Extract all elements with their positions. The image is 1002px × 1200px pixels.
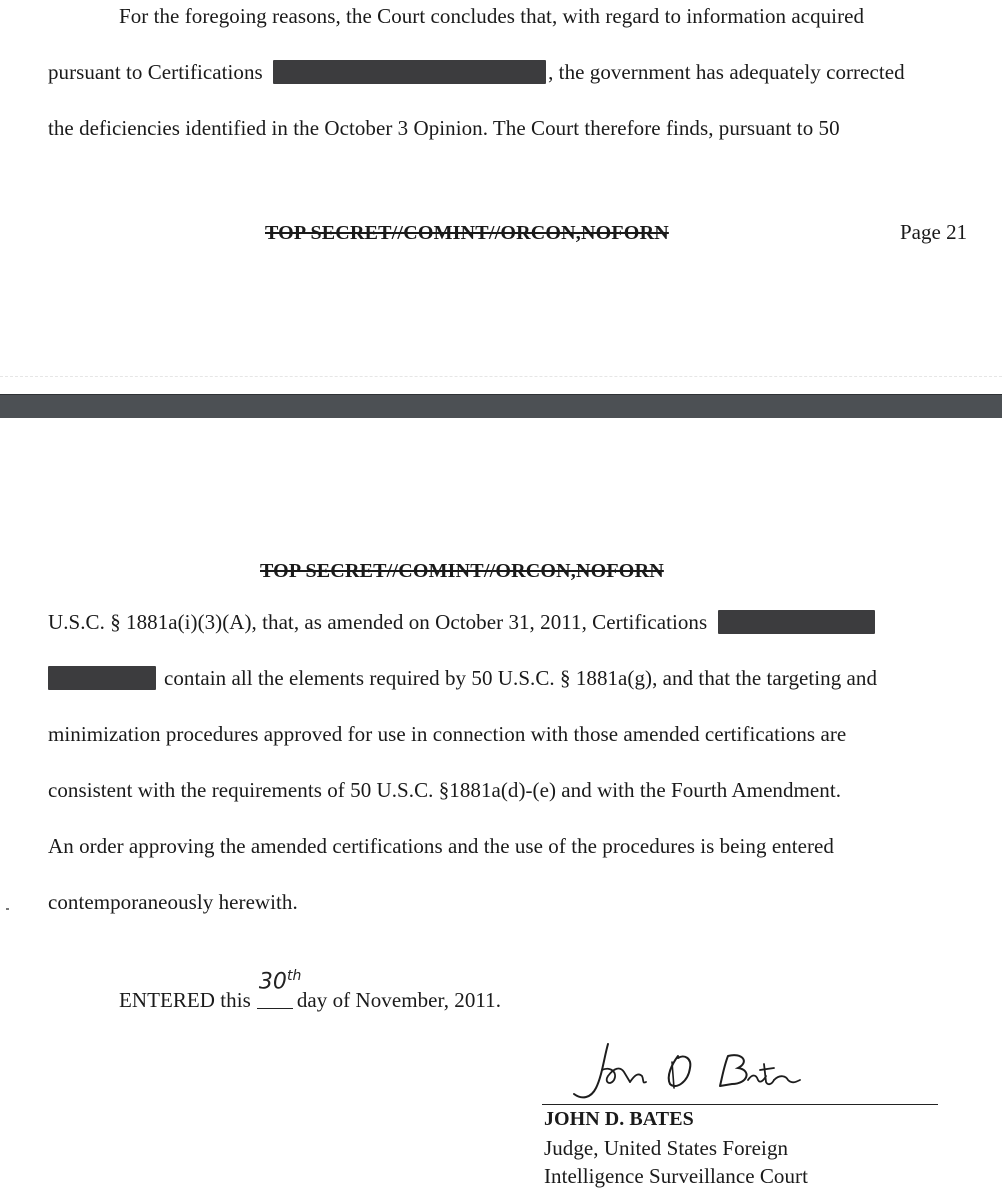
judge-title-line-2: Intelligence Surveillance Court	[544, 1164, 808, 1188]
scan-speck	[6, 908, 9, 910]
redaction-block	[273, 60, 546, 84]
page-edge	[0, 376, 1002, 377]
classification-footer: TOP SECRET//COMINT//ORCON,NOFORN	[265, 222, 669, 244]
document-page-22	[0, 418, 1002, 1200]
paragraph-line: the deficiencies identified in the October 3 Opinion. The Court therefore finds, pursuant to 50	[48, 116, 840, 140]
paragraph-line	[48, 610, 875, 635]
paragraph-line: For the foregoing reasons, the Court concludes that, with regard to information acquired	[119, 4, 865, 28]
page-separator	[0, 394, 1002, 420]
entered-prefix: ENTERED this	[119, 988, 251, 1012]
paragraph-line: An order approving the amended certifications and the use of the procedures is being entered	[48, 834, 834, 858]
paragraph-text: , the government has adequately corrected	[548, 60, 905, 84]
paragraph-text: U.S.C. § 1881a(i)(3)(A), that, as amended on October 31, 2011, Certifications	[48, 610, 708, 634]
paragraph-line: minimization procedures approved for use in connection with those amended certifications are	[48, 722, 847, 746]
entered-line	[119, 968, 502, 1013]
redaction-block	[718, 610, 875, 634]
paragraph-line: consistent with the requirements of 50 U.S.C. §1881a(d)-(e) and with the Fourth Amendment.	[48, 778, 842, 802]
page-number: Page 21	[900, 220, 968, 244]
paragraph-text: contain all the elements required by 50 U.S.C. § 1881a(g), and that the targeting and	[164, 666, 878, 690]
judge-title-line-1: Judge, United States Foreign	[544, 1136, 789, 1160]
paragraph-line	[48, 666, 877, 691]
judge-name: JOHN D. BATES	[544, 1108, 694, 1130]
signature-image	[560, 1036, 860, 1106]
entered-suffix: day of November, 2011.	[296, 988, 502, 1012]
classification-header: TOP SECRET//COMINT//ORCON,NOFORN	[260, 560, 664, 582]
redaction-block	[48, 666, 156, 690]
paragraph-line	[48, 60, 905, 85]
handwritten-day: 30th	[258, 968, 302, 995]
paragraph-text: pursuant to Certifications	[48, 60, 263, 84]
paragraph-line: contemporaneously herewith.	[48, 890, 298, 914]
signature-line	[542, 1104, 938, 1105]
document-page-21	[0, 0, 1002, 396]
date-blank	[257, 968, 302, 1009]
